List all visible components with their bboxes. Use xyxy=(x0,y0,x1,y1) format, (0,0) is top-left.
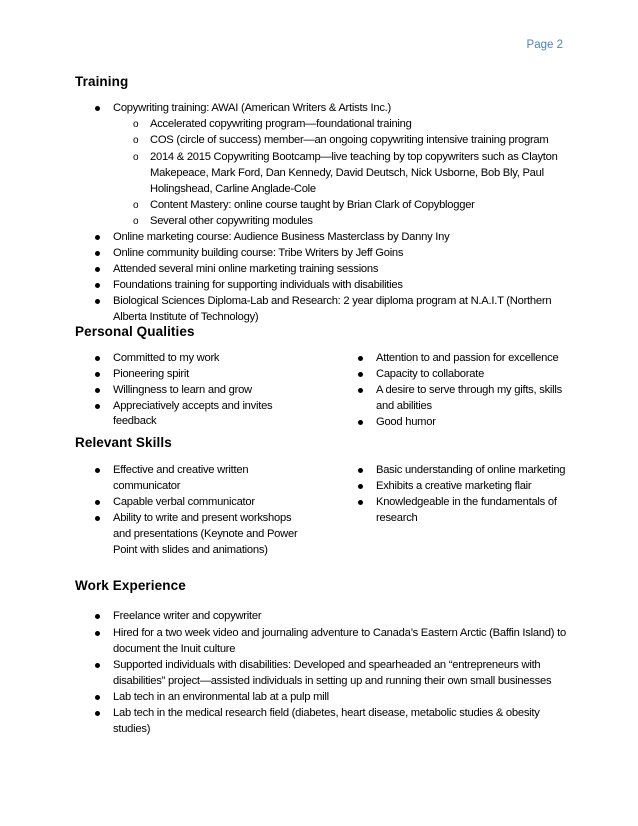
bullet-icon xyxy=(95,372,100,377)
skill-item: Knowledgeable in the fundamentals of xyxy=(376,496,557,508)
quality-item: Appreciatively accepts and invites xyxy=(113,400,273,412)
work-item-cont: disabilities” project—assisted individuals in setting up and running their own small businesses xyxy=(113,675,552,687)
training-subitem: Content Mastery: online course taught by Brian Clark of Copyblogger xyxy=(150,199,475,211)
skill-item: Exhibits a creative marketing flair xyxy=(376,480,532,492)
work-item-cont: document the Inuit culture xyxy=(113,643,236,655)
skill-item-cont: communicator xyxy=(113,480,181,492)
bullet-icon xyxy=(358,388,363,393)
bullet-icon xyxy=(95,663,100,668)
bullet-icon xyxy=(95,404,100,409)
skill-item: Ability to write and present workshops xyxy=(113,512,292,524)
work-experience-heading: Work Experience xyxy=(75,578,186,593)
bullet-icon xyxy=(95,106,100,111)
training-item: Online community building course: Tribe Writers by Jeff Goins xyxy=(113,247,404,259)
training-item-cont: Alberta Institute of Technology) xyxy=(113,311,259,323)
quality-item: Good humor xyxy=(376,416,436,428)
quality-item-cont: feedback xyxy=(113,415,157,427)
skill-item: Effective and creative written xyxy=(113,464,249,476)
bullet-icon xyxy=(95,299,100,304)
bullet-icon xyxy=(95,388,100,393)
bullet-icon xyxy=(95,631,100,636)
skill-item: Basic understanding of online marketing xyxy=(376,464,566,476)
bullet-icon xyxy=(95,695,100,700)
circle-bullet-icon: o xyxy=(133,200,139,211)
circle-bullet-icon: o xyxy=(133,135,139,146)
training-item: Biological Sciences Diploma-Lab and Research: 2 year diploma program at N.A.I.T (Northern xyxy=(113,295,552,307)
circle-bullet-icon: o xyxy=(133,119,139,130)
personal-qualities-heading: Personal Qualities xyxy=(75,324,195,339)
bullet-icon xyxy=(95,468,100,473)
bullet-icon xyxy=(358,356,363,361)
quality-item: Capacity to collaborate xyxy=(376,368,485,380)
skill-item-cont: and presentations (Keynote and Power xyxy=(113,528,298,540)
bullet-icon xyxy=(358,420,363,425)
quality-item: Attention to and passion for excellence xyxy=(376,352,559,364)
training-subitem: Accelerated copywriting program—foundational training xyxy=(150,118,412,130)
quality-item: Committed to my work xyxy=(113,352,220,364)
training-item: Attended several mini online marketing training sessions xyxy=(113,263,379,275)
work-item-cont: studies) xyxy=(113,723,151,735)
quality-item: A desire to serve through my gifts, skills xyxy=(376,384,562,396)
training-subitem-cont: Makepeace, Mark Ford, Dan Kennedy, David Deutsch, Nick Usborne, Bob Bly, Paul xyxy=(150,167,544,179)
training-item: Foundations training for supporting individuals with disabilities xyxy=(113,279,403,291)
bullet-icon xyxy=(95,516,100,521)
quality-item: Willingness to learn and grow xyxy=(113,384,252,396)
training-item: Copywriting training: AWAI (American Writers & Artists Inc.) xyxy=(113,102,392,114)
bullet-icon xyxy=(358,484,363,489)
work-item: Lab tech in an environmental lab at a pulp mill xyxy=(113,691,329,703)
training-subitem-cont: Holingshead, Carline Anglade-Cole xyxy=(150,183,316,195)
bullet-icon xyxy=(95,235,100,240)
bullet-icon xyxy=(95,356,100,361)
bullet-icon xyxy=(358,372,363,377)
work-item: Hired for a two week video and journaling adventure to Canada’s Eastern Arctic (Baffin Island) to xyxy=(113,627,566,639)
circle-bullet-icon: o xyxy=(133,216,139,227)
bullet-icon xyxy=(95,500,100,505)
skill-item-cont: research xyxy=(376,512,418,524)
bullet-icon xyxy=(95,267,100,272)
circle-bullet-icon: o xyxy=(133,152,139,163)
training-subitem: COS (circle of success) member—an ongoing copywriting intensive training program xyxy=(150,134,549,146)
work-item: Lab tech in the medical research field (diabetes, heart disease, metabolic studies & obesity xyxy=(113,707,540,719)
training-subitem: Several other copywriting modules xyxy=(150,215,313,227)
bullet-icon xyxy=(358,468,363,473)
skill-item-cont: Point with slides and animations) xyxy=(113,544,268,556)
work-item: Supported individuals with disabilities: Developed and spearheaded an “entrepreneurs with xyxy=(113,659,541,671)
training-heading: Training xyxy=(75,74,129,89)
bullet-icon xyxy=(95,711,100,716)
training-subitem: 2014 & 2015 Copywriting Bootcamp—live teaching by top copywriters such as Clayton xyxy=(150,151,558,163)
relevant-skills-heading: Relevant Skills xyxy=(75,435,172,450)
bullet-icon xyxy=(358,500,363,505)
page-number: Page 2 xyxy=(526,39,563,51)
bullet-icon xyxy=(95,283,100,288)
work-item: Freelance writer and copywriter xyxy=(113,610,262,622)
skill-item: Capable verbal communicator xyxy=(113,496,255,508)
bullet-icon xyxy=(95,614,100,619)
quality-item-cont: and abilities xyxy=(376,400,432,412)
quality-item: Pioneering spirit xyxy=(113,368,189,380)
bullet-icon xyxy=(95,251,100,256)
training-item: Online marketing course: Audience Business Masterclass by Danny Iny xyxy=(113,231,450,243)
